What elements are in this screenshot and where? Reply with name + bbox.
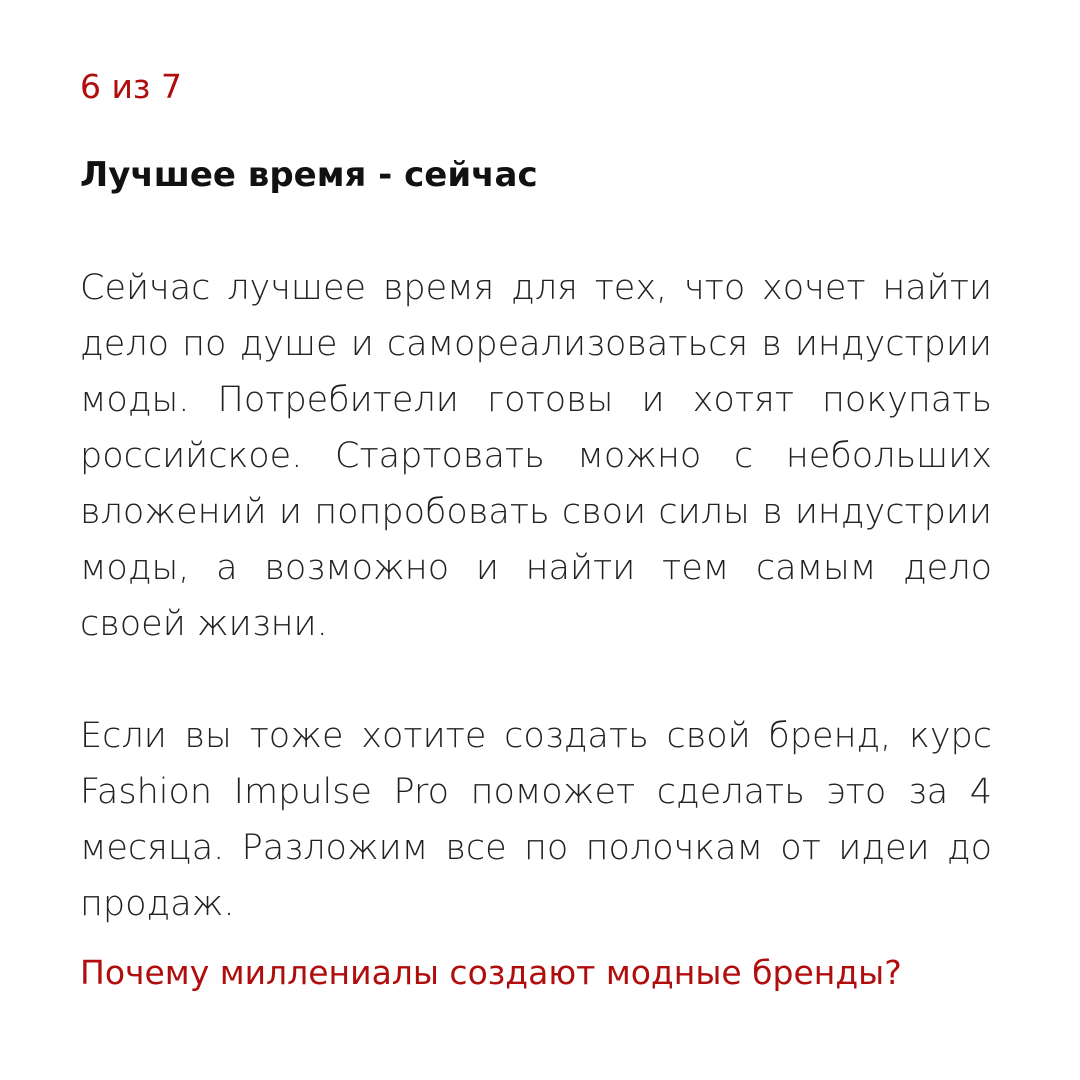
next-topic-link[interactable]: Почему миллениалы создают модные бренды? xyxy=(80,953,902,992)
slide-counter: 6 из 7 xyxy=(80,67,182,106)
slide-title: Лучшее время - сейчас xyxy=(80,155,538,195)
body-paragraph-1: Сейчас лучшее время для тех, что хочет найти дело по душе и самореализоваться в индустрии моды. Потребители готовы и хотят покупать российское. Стартовать можно с небольших вложений и попробовать свои силы в индустрии моды, а возможно и найти тем самым дело своей жизни. xyxy=(80,268,992,644)
body-paragraph-2: Если вы тоже хотите создать свой бренд, курс Fashion Impulse Pro поможет сделать это за 4 месяца. Разложим все по полочкам от идеи до продаж. xyxy=(80,716,992,924)
